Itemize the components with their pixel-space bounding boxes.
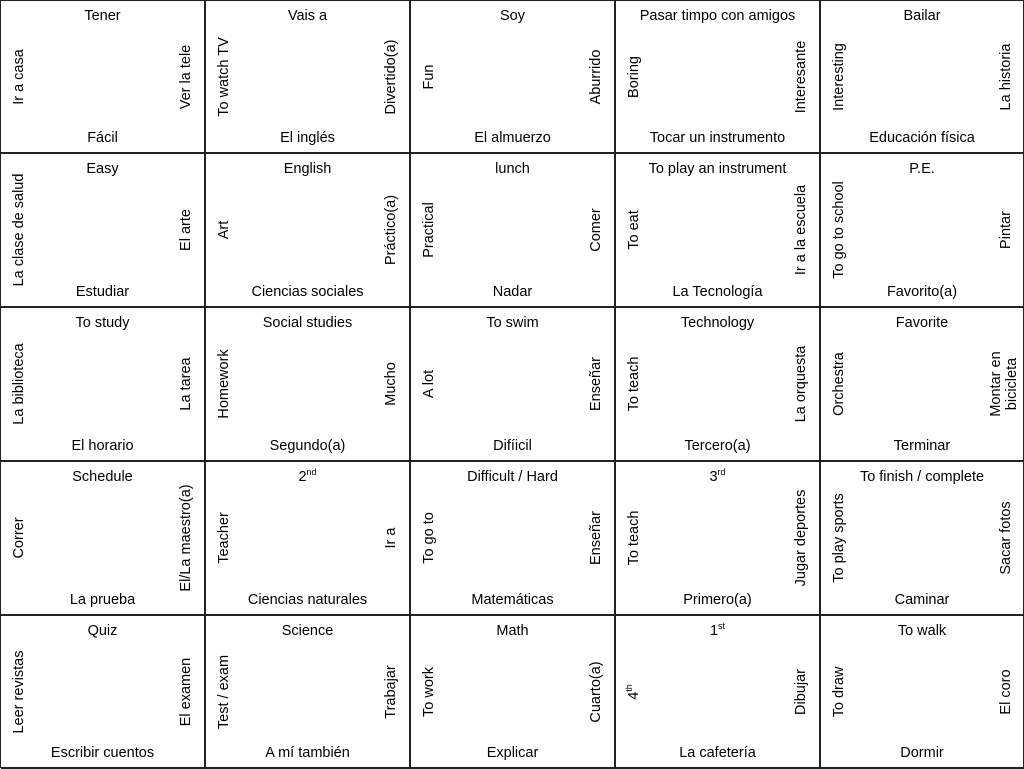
card-right-text — [178, 657, 194, 726]
card-left-text — [626, 511, 642, 566]
card-bottom-label: La prueba — [69, 592, 136, 608]
card-cell — [411, 616, 616, 769]
card-top-label: To walk — [897, 623, 947, 639]
card-top-text — [616, 8, 819, 24]
card-bottom-label: Educación física — [869, 130, 975, 146]
card-left-text — [216, 512, 232, 564]
card-cell — [1, 462, 206, 616]
card-left-label: La clase de salud — [11, 173, 27, 287]
card-right-label: Comer — [588, 208, 604, 252]
card-right-text — [178, 44, 194, 109]
card-right-label: Sacar fotos — [998, 501, 1014, 575]
card-right-label: Ir a la escuela — [793, 184, 809, 276]
card-left-label: Practical — [421, 202, 437, 258]
card-cell — [206, 1, 411, 154]
card-cell — [1, 308, 206, 462]
card-bottom-label: Escribir cuentos — [50, 745, 155, 761]
card-left-text — [626, 56, 642, 98]
card-left-label: A lot — [421, 369, 437, 399]
card-top-text — [206, 469, 409, 485]
card-right-label: La historia — [998, 43, 1014, 110]
card-cell — [1, 1, 206, 154]
card-cell — [616, 308, 821, 462]
card-left-text — [421, 202, 437, 258]
card-bottom-text — [206, 745, 409, 761]
card-top-label: Bailar — [903, 8, 941, 24]
card-right-text — [383, 195, 399, 265]
card-bottom-text — [1, 438, 204, 454]
card-cell — [821, 1, 1024, 154]
card-top-text — [821, 623, 1023, 639]
card-right-text — [988, 351, 1020, 416]
card-bottom-label: Caminar — [894, 592, 950, 608]
card-top-label: Schedule — [72, 469, 133, 485]
card-left-text — [626, 210, 642, 250]
card-top-superscript: st — [718, 621, 726, 632]
card-left-label: To go to — [421, 512, 437, 564]
card-bottom-text — [206, 284, 409, 300]
card-top-label: To study — [75, 315, 130, 331]
card-bottom-label: La cafetería — [679, 745, 756, 761]
card-left-text — [216, 37, 232, 117]
card-cell — [1, 616, 206, 769]
card-top-text — [616, 315, 819, 331]
card-left-text — [11, 650, 27, 733]
card-cell — [206, 154, 411, 308]
card-right-label: Dibujar — [793, 668, 809, 715]
card-left-text — [831, 181, 847, 279]
card-left-label: To work — [421, 666, 437, 717]
card-bottom-label: Ciencias naturales — [247, 592, 368, 608]
card-left-text — [11, 174, 27, 287]
card-right-label: Mucho — [383, 362, 399, 406]
card-top-text — [206, 623, 409, 639]
card-bottom-label: Difíicil — [493, 438, 532, 454]
card-right-label: Cuarto(a) — [588, 660, 604, 723]
card-cell — [411, 154, 616, 308]
card-top-text — [1, 161, 204, 177]
card-left-text — [11, 517, 27, 558]
card-top-superscript: rd — [717, 467, 726, 478]
card-top-text — [411, 315, 614, 331]
card-bottom-label: Favorito(a) — [886, 284, 958, 300]
card-left-label: Leer revistas — [11, 649, 27, 734]
card-top-label: Easy — [86, 161, 119, 177]
card-right-label: La tarea — [178, 357, 194, 411]
card-bottom-label: El almuerzo — [474, 130, 551, 146]
card-top-label: To play an instrument — [648, 161, 787, 177]
card-left-label: Correr — [11, 517, 27, 559]
card-top-label: P.E. — [909, 161, 935, 177]
card-top-text — [1, 623, 204, 639]
card-right-label: Ir a — [383, 527, 399, 549]
card-left-label: Interesting — [831, 42, 847, 111]
card-right-label: El coro — [998, 668, 1014, 715]
card-top-label: 3 — [709, 469, 718, 485]
card-right-text — [383, 39, 399, 114]
card-bottom-label: La Tecnología — [672, 284, 763, 300]
card-top-text — [821, 315, 1023, 331]
card-left-text — [626, 684, 642, 700]
card-left-text — [216, 349, 232, 418]
card-right-text — [383, 665, 399, 718]
card-top-label: Difficult / Hard — [467, 469, 558, 485]
card-bottom-text — [821, 592, 1023, 608]
card-right-label: Aburrido — [588, 49, 604, 104]
card-right-text — [793, 40, 809, 113]
card-bottom-text — [616, 438, 819, 454]
card-top-text — [206, 315, 409, 331]
card-right-label: Interesante — [793, 40, 809, 113]
card-left-label: 4 — [626, 691, 642, 700]
card-top-label: Technology — [680, 315, 755, 331]
card-left-text — [421, 512, 437, 564]
card-bottom-text — [411, 284, 614, 300]
card-left-text — [11, 49, 27, 105]
card-bottom-text — [821, 745, 1023, 761]
card-bottom-label: Matemáticas — [471, 592, 554, 608]
card-right-label: Montar en bicicleta — [988, 351, 1020, 417]
card-bottom-label: Primero(a) — [683, 592, 752, 608]
card-top-text — [206, 161, 409, 177]
card-top-text — [821, 8, 1023, 24]
card-left-label: Boring — [626, 55, 642, 98]
card-bottom-label: Fácil — [87, 130, 118, 146]
card-top-text — [821, 161, 1023, 177]
card-top-label: Tener — [84, 8, 121, 24]
card-bottom-label: A mí también — [265, 745, 350, 761]
card-left-text — [11, 343, 27, 424]
card-right-label: El examen — [178, 657, 194, 726]
card-right-text — [178, 484, 194, 591]
card-top-label: lunch — [495, 161, 530, 177]
card-bottom-label: Segundo(a) — [269, 438, 346, 454]
card-right-text — [588, 357, 604, 411]
card-top-label: Quiz — [87, 623, 118, 639]
card-right-label: Jugar deportes — [793, 489, 809, 587]
card-left-text — [831, 493, 847, 582]
card-top-text — [1, 469, 204, 485]
card-right-text — [998, 501, 1014, 574]
card-top-superscript: nd — [306, 467, 317, 478]
card-top-text — [616, 161, 819, 177]
card-bottom-text — [821, 284, 1023, 300]
card-bottom-text — [206, 438, 409, 454]
card-left-text — [421, 370, 437, 398]
card-right-text — [998, 211, 1014, 249]
card-left-label: Fun — [421, 64, 437, 89]
card-top-text — [411, 469, 614, 485]
card-right-label: Ver la tele — [178, 44, 194, 109]
card-bottom-text — [1, 592, 204, 608]
card-left-text — [831, 352, 847, 416]
card-left-label: Orchestra — [831, 352, 847, 416]
card-right-text — [793, 185, 809, 275]
card-bottom-text — [1, 745, 204, 761]
card-top-text — [206, 8, 409, 24]
card-cell — [616, 616, 821, 769]
card-left-superscript: th — [624, 683, 635, 692]
card-right-text — [793, 669, 809, 715]
card-cell — [411, 462, 616, 616]
card-right-label: Divertido(a) — [383, 39, 399, 114]
card-bottom-text — [616, 130, 819, 146]
card-left-label: Art — [216, 220, 232, 240]
card-top-label: To swim — [486, 315, 539, 331]
card-cell — [1, 154, 206, 308]
card-right-text — [588, 208, 604, 252]
card-top-label: 1 — [709, 623, 719, 639]
card-left-label: To watch TV — [216, 36, 232, 117]
card-right-label: El arte — [178, 209, 194, 251]
card-left-label: To play sports — [831, 493, 847, 583]
card-cell — [206, 462, 411, 616]
card-left-label: Teacher — [216, 512, 232, 564]
card-bottom-text — [411, 745, 614, 761]
card-left-label: Test / exam — [216, 654, 232, 729]
card-bottom-text — [206, 592, 409, 608]
card-left-text — [831, 43, 847, 111]
card-bottom-text — [616, 284, 819, 300]
card-bottom-text — [411, 438, 614, 454]
card-bottom-label: Terminar — [893, 438, 951, 454]
card-right-text — [998, 43, 1014, 110]
card-left-label: La biblioteca — [11, 343, 27, 425]
card-left-label: To draw — [831, 666, 847, 717]
card-top-text — [616, 469, 819, 485]
card-top-label: Science — [281, 623, 334, 639]
card-right-label: La orquesta — [793, 345, 809, 423]
card-right-text — [588, 49, 604, 104]
card-right-label: El/La maestro(a) — [178, 484, 194, 592]
card-cell — [411, 308, 616, 462]
card-left-label: To teach — [626, 510, 642, 566]
card-bottom-label: Ciencias sociales — [251, 284, 364, 300]
card-bottom-label: Tercero(a) — [684, 438, 751, 454]
card-bottom-text — [821, 438, 1023, 454]
card-cell — [616, 462, 821, 616]
card-right-label: Enseñar — [588, 356, 604, 412]
card-right-text — [793, 490, 809, 587]
card-bottom-text — [1, 284, 204, 300]
card-bottom-text — [411, 592, 614, 608]
card-bottom-text — [616, 592, 819, 608]
card-left-label: Homework — [216, 349, 232, 419]
card-right-text — [588, 511, 604, 565]
card-right-label: Pintar — [998, 211, 1014, 249]
card-bottom-text — [616, 745, 819, 761]
card-cell — [821, 308, 1024, 462]
card-cell — [821, 616, 1024, 769]
card-bottom-label: Explicar — [486, 745, 539, 761]
card-left-text — [421, 64, 437, 89]
card-top-label: 2 — [298, 469, 307, 485]
card-right-text — [998, 669, 1014, 714]
card-bottom-label: Dormir — [900, 745, 944, 761]
card-bottom-text — [821, 130, 1023, 146]
card-left-label: To go to school — [831, 181, 847, 279]
card-right-text — [383, 362, 399, 406]
card-left-text — [216, 654, 232, 728]
card-cell — [821, 154, 1024, 308]
card-top-text — [616, 623, 819, 639]
card-bottom-label: El inglés — [280, 130, 335, 146]
card-top-label: Math — [496, 623, 529, 639]
card-right-text — [588, 661, 604, 722]
card-right-text — [178, 357, 194, 410]
card-bottom-text — [1, 130, 204, 146]
card-cell — [616, 1, 821, 154]
card-top-label: Social studies — [262, 315, 353, 331]
card-left-label: To teach — [626, 356, 642, 412]
card-right-text — [793, 346, 809, 423]
card-left-text — [626, 357, 642, 412]
card-top-text — [411, 161, 614, 177]
card-cell — [616, 154, 821, 308]
card-bottom-label: El horario — [71, 438, 134, 454]
card-cell — [411, 1, 616, 154]
card-bottom-label: Nadar — [492, 284, 533, 300]
card-bottom-text — [411, 130, 614, 146]
card-bottom-label: Estudiar — [75, 284, 130, 300]
card-cell — [821, 462, 1024, 616]
card-cell — [206, 616, 411, 769]
card-left-label: To eat — [626, 210, 642, 250]
card-top-label: Soy — [500, 8, 525, 24]
card-top-text — [411, 8, 614, 24]
card-right-text — [178, 209, 194, 251]
card-top-label: Favorite — [895, 315, 949, 331]
card-left-text — [421, 667, 437, 717]
card-cell — [206, 308, 411, 462]
card-top-label: English — [283, 161, 332, 177]
card-right-label: Trabajar — [383, 664, 399, 719]
card-top-text — [821, 469, 1023, 485]
card-bottom-text — [206, 130, 409, 146]
card-top-text — [1, 315, 204, 331]
card-top-label: To finish / complete — [859, 469, 985, 485]
card-left-label: Ir a casa — [11, 48, 27, 105]
card-right-label: Práctico(a) — [383, 194, 399, 266]
card-right-text — [383, 528, 399, 549]
card-top-text — [411, 623, 614, 639]
card-top-text — [1, 8, 204, 24]
card-left-text — [831, 666, 847, 717]
card-top-label: Vais a — [287, 8, 328, 24]
card-bottom-label: Tocar un instrumento — [649, 130, 786, 146]
card-top-label: Pasar timpo con amigos — [639, 8, 796, 24]
card-left-text — [216, 221, 232, 240]
card-right-label: Enseñar — [588, 510, 604, 566]
